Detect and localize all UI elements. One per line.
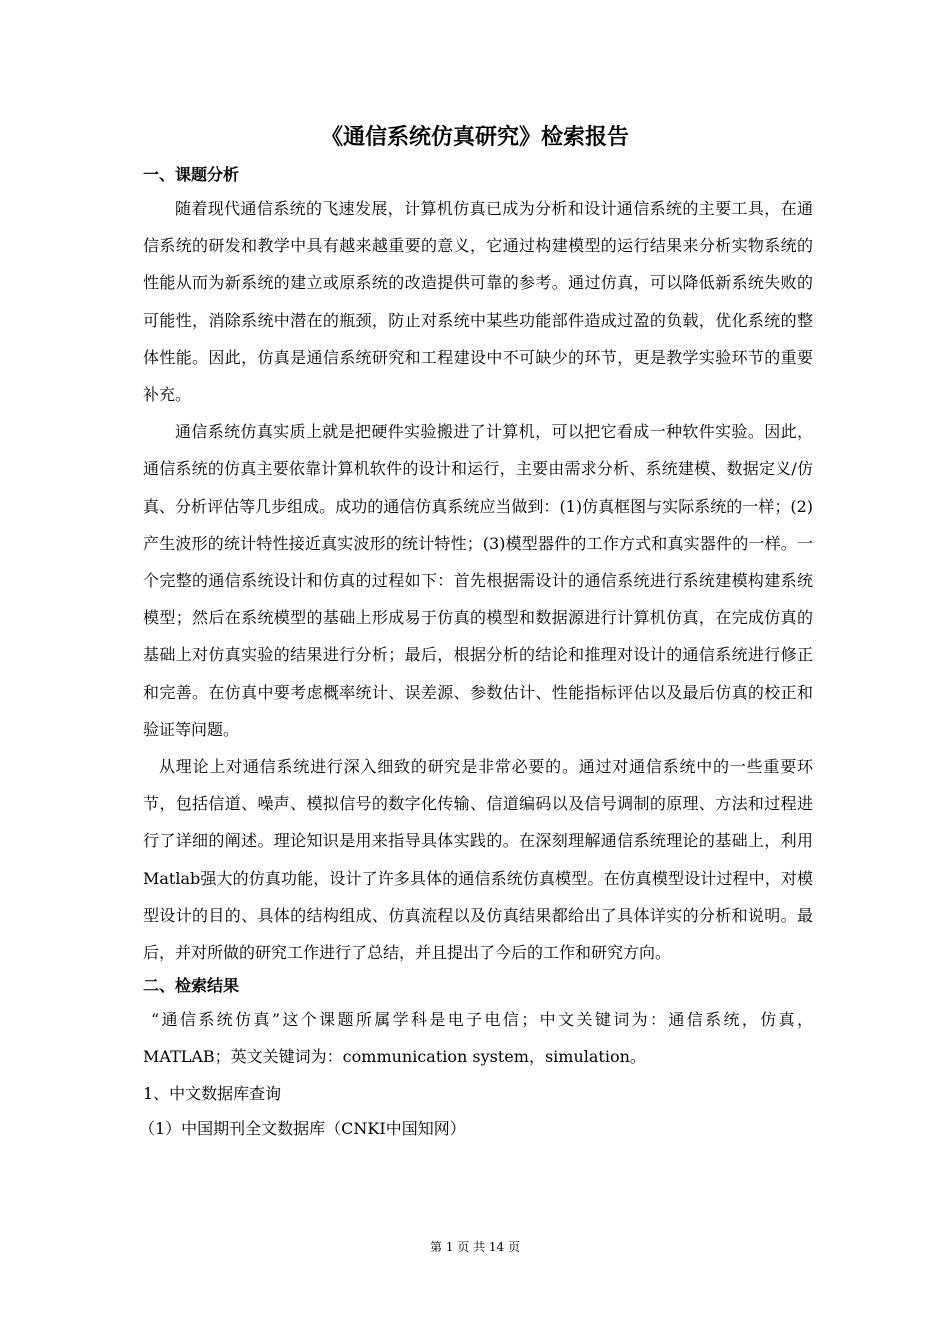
paragraph-theory: 从理论上对通信系统进行深入细致的研究是非常必要的。通过对通信系统中的一些重要环节，包括信道、噪声、模拟信号的数字化传输、信道编码以及信号调制的原理、方法和过程进行了详细的阐述。理论知识是用来指导具体实践的。在深刻理解通信系统理论的基础上，利用Matlab强大的仿真功能，设计了许多具体的通信系统仿真模型。在仿真模型设计过程中，对模型设计的目的、具体的结构组成、仿真流程以及仿真结果都给出了具体详实的分析和说明。最后，并对所做的研究工作进行了总结，并且提出了今后的工作和研究方向。 xyxy=(143,757,813,963)
list-item-chinese-database: 1、中文数据库查询 xyxy=(143,1083,282,1103)
section-heading-topic-analysis: 一、课题分析 xyxy=(143,165,240,184)
document-body xyxy=(139,160,813,1146)
section-heading-search-results: 二、检索结果 xyxy=(143,976,240,996)
paragraph-intro: 随着现代通信系统的飞速发展，计算机仿真已成为分析和设计通信系统的主要工具，在通信系统的研发和教学中具有越来越重要的意义，它通过构建模型的运行结果来分析实物系统的性能从而为新系统的建立或原系统的改造提供可靠的参考。通过仿真，可以降低新系统失败的可能性，消除系统中潜在的瓶颈，防止对系统中某些功能部件造成过盈的负载，优化系统的整体性能。因此，仿真是通信系统研究和工程建设中不可缺少的环节，更是教学实验环节的重要补充。 xyxy=(143,199,813,405)
paragraph-keywords: “通信系统仿真”这个课题所属学科是电子电信；中文关键词为：通信系统，仿真，MATLAB；英文关键词为：communication system，simulation。 xyxy=(143,1010,813,1067)
document-title: 《通信系统仿真研究》检索报告 xyxy=(320,125,629,150)
page-footer: 第 1 页 共 14 页 xyxy=(430,1240,520,1254)
paragraph-simulation-process: 通信系统仿真实质上就是把硬件实验搬进了计算机，可以把它看成一种软件实验。因此，通信系统的仿真主要依靠计算机软件的设计和运行，主要由需求分析、系统建模、数据定义/仿真、分析评估等几步组成。成功的通信仿真系统应当做到：(1)仿真框图与实际系统的一样；(2)产生波形的统计特性接近真实波形的统计特性；(3)模型器件的工作方式和真实器件的一样。一个完整的通信系统设计和仿真的过程如下：首先根据需设计的通信系统进行系统建模构建系统模型；然后在系统模型的基础上形成易于仿真的模型和数据源进行计算机仿真，在完成仿真的基础上对仿真实验的结果进行分析；最后，根据分析的结论和推理对设计的通信系统进行修正和完善。在仿真中要考虑概率统计、误差源、参数估计、性能指标评估以及最后仿真的校正和验证等问题。 xyxy=(143,422,813,739)
list-item-cnki: （1）中国期刊全文数据库（CNKI中国知网） xyxy=(139,1118,466,1138)
